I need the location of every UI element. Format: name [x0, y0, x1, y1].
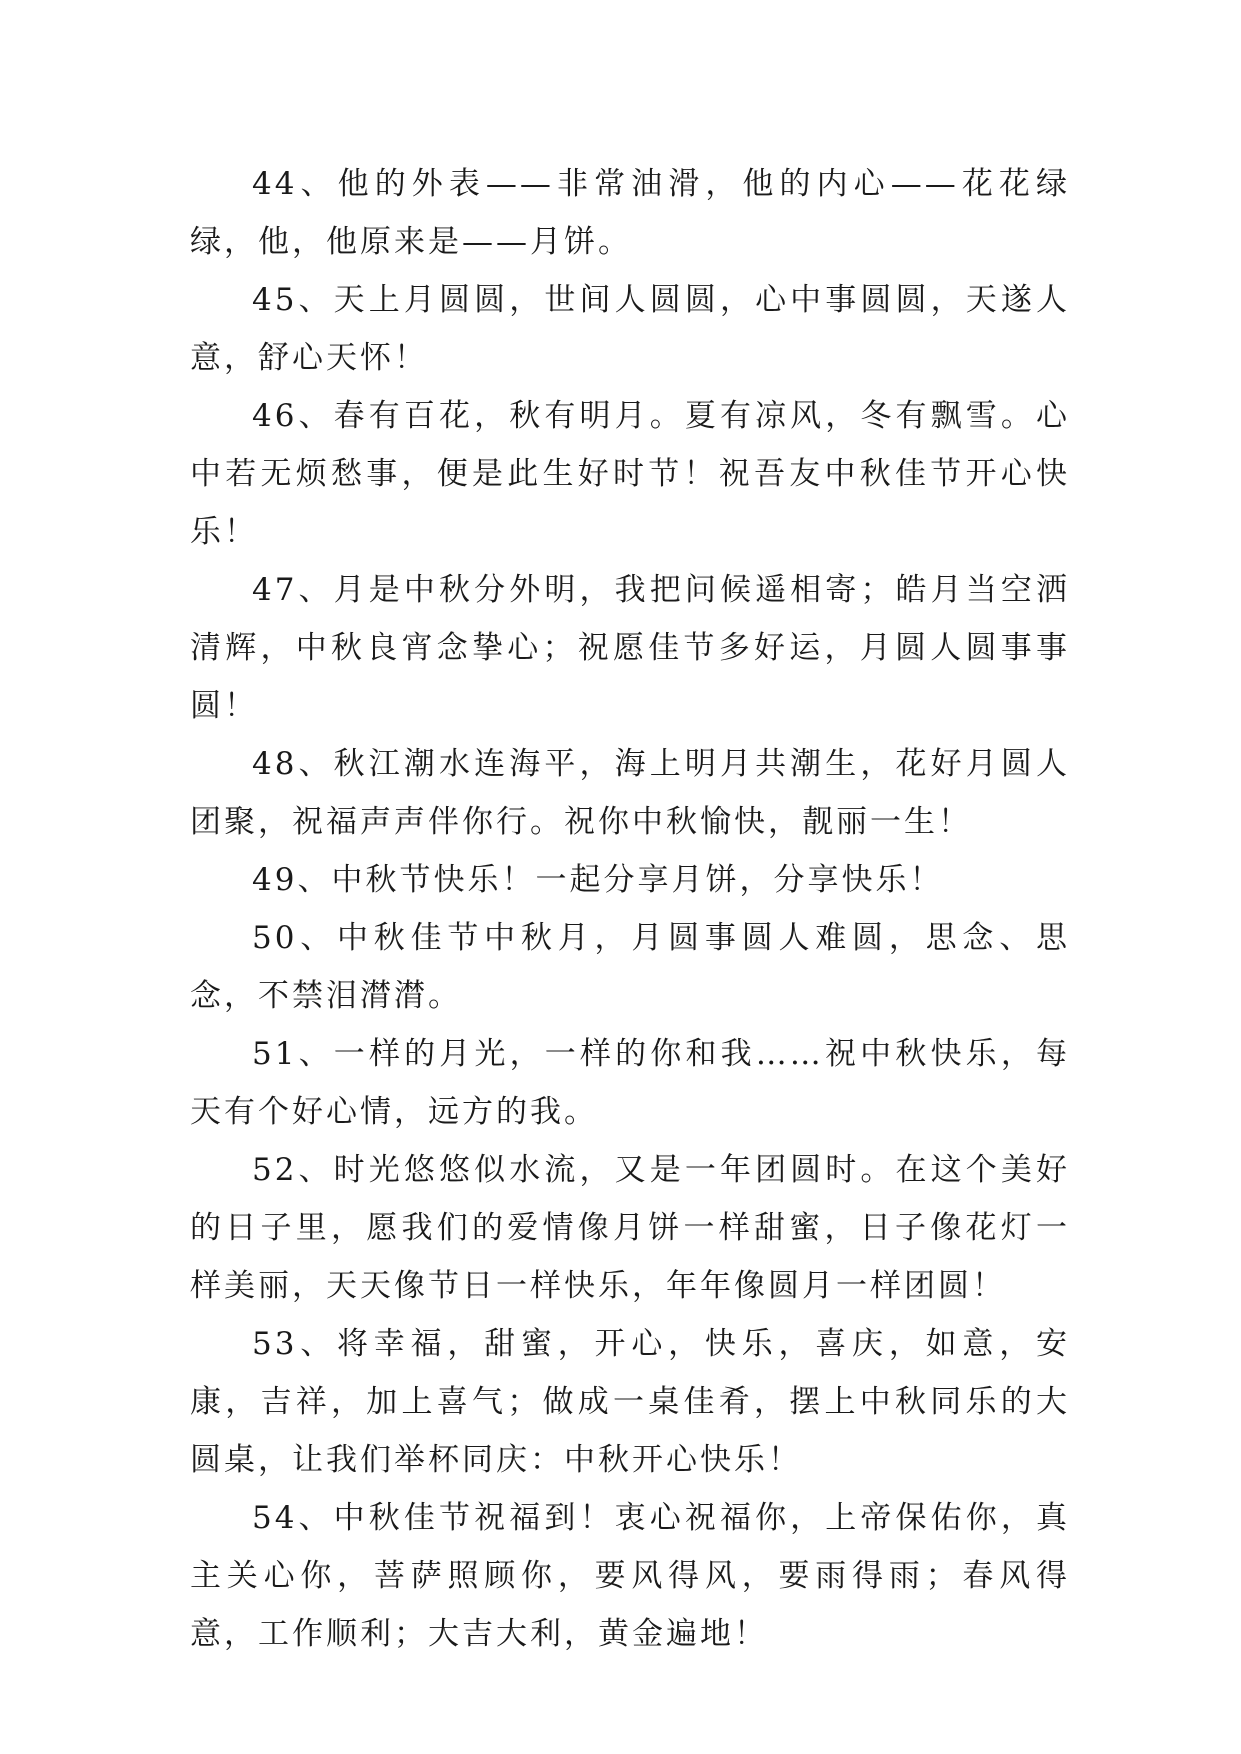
- document-body: [190, 155, 1070, 1663]
- paragraph-47: 47、月是中秋分外明，我把问候遥相寄；皓月当空洒清辉，中秋良宵念挚心；祝愿佳节多好运，月圆人圆事事圆！: [190, 572, 1070, 724]
- paragraph-52: 52、时光悠悠似水流，又是一年团圆时。在这个美好的日子里，愿我们的爱情像月饼一样甜蜜，日子像花灯一样美丽，天天像节日一样快乐，年年像圆月一样团圆！: [190, 1152, 1070, 1304]
- paragraph-50: 50、中秋佳节中秋月，月圆事圆人难圆，思念、思念，不禁泪潸潸。: [190, 920, 1070, 1014]
- paragraph-44: 44、他的外表——非常油滑，他的内心——花花绿绿，他，他原来是——月饼。: [190, 166, 1070, 260]
- paragraph-51: 51、一样的月光，一样的你和我……祝中秋快乐，每天有个好心情，远方的我。: [190, 1036, 1070, 1130]
- paragraph-45: 45、天上月圆圆，世间人圆圆，心中事圆圆，天遂人意，舒心天怀！: [190, 282, 1070, 376]
- paragraph-46: 46、春有百花，秋有明月。夏有凉风，冬有飘雪。心中若无烦愁事，便是此生好时节！祝吾友中秋佳节开心快乐！: [190, 398, 1070, 550]
- paragraph-48: 48、秋江潮水连海平，海上明月共潮生，花好月圆人团聚，祝福声声伴你行。祝你中秋愉快，靓丽一生！: [190, 746, 1070, 840]
- paragraph-53: 53、将幸福，甜蜜，开心，快乐，喜庆，如意，安康，吉祥，加上喜气；做成一桌佳肴，摆上中秋同乐的大圆桌，让我们举杯同庆：中秋开心快乐！: [190, 1326, 1070, 1478]
- paragraph-49: 49、中秋节快乐！一起分享月饼，分享快乐！: [252, 862, 944, 898]
- paragraph-54: 54、中秋佳节祝福到！衷心祝福你，上帝保佑你，真主关心你，菩萨照顾你，要风得风，要雨得雨；春风得意，工作顺利；大吉大利，黄金遍地！: [190, 1500, 1070, 1652]
